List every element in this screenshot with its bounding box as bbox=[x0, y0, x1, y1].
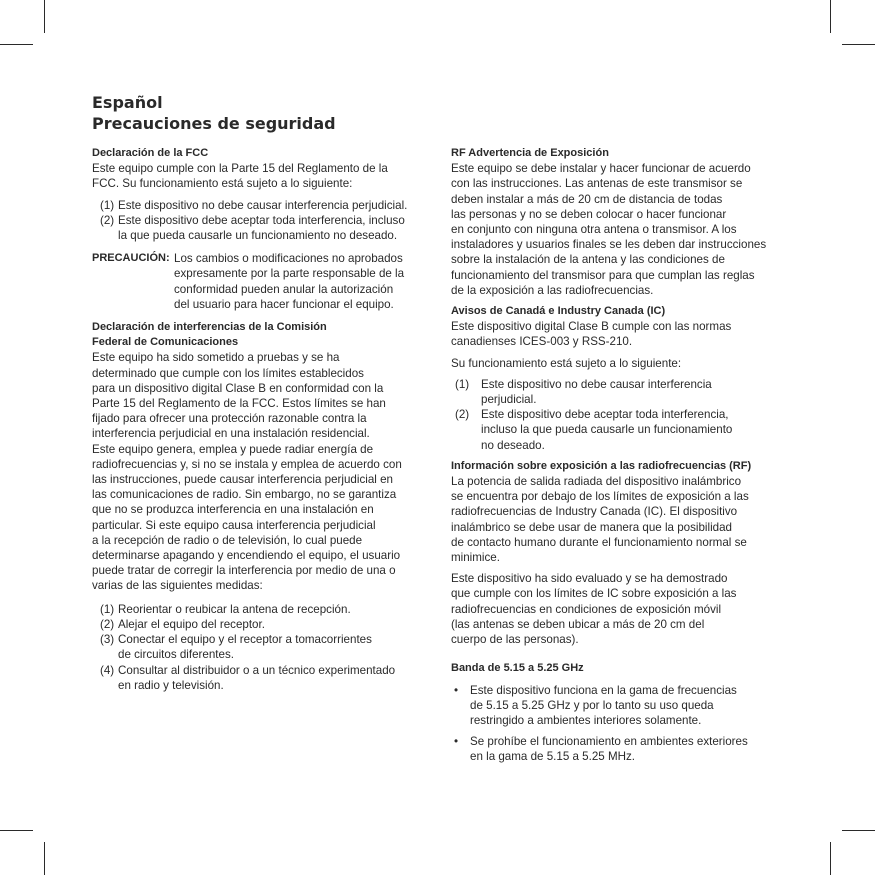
rf-eval-body bbox=[451, 571, 806, 647]
list-number: (4) bbox=[100, 663, 115, 677]
interference-heading: Declaración de interferencias de la Comisión bbox=[92, 321, 327, 334]
body-line: Este dispositivo digital Clase B cumple con las normas bbox=[451, 320, 732, 334]
interference-body bbox=[92, 350, 432, 593]
list-number: (3) bbox=[100, 633, 115, 647]
caution-line: del usuario para hacer funcionar el equipo. bbox=[174, 297, 394, 311]
body-line: sobre la instalación de la antena y las condiciones de bbox=[451, 253, 725, 267]
list-item-text: Alejar el equipo del receptor. bbox=[118, 617, 265, 631]
crop-mark-top-left-v bbox=[44, 0, 45, 33]
body-line: radiofrecuencias de Industry Canada (IC). El dispositivo bbox=[451, 505, 738, 519]
language-heading: Español bbox=[92, 93, 163, 112]
body-line: las comunicaciones de radio. Sin embargo, no se garantiza bbox=[92, 488, 397, 502]
body-line: radiofrecuencias en condiciones de exposición móvil bbox=[451, 602, 722, 616]
list-number: (1) bbox=[100, 602, 115, 616]
list-number: (1) bbox=[455, 377, 470, 391]
crop-mark-bottom-right-h bbox=[842, 830, 875, 831]
fcc-intro-line: FCC. Su funcionamiento está sujeto a lo siguiente: bbox=[92, 177, 353, 191]
canada-list-item bbox=[451, 407, 806, 453]
body-line: minimice. bbox=[451, 551, 500, 565]
body-line: determinarse apagando y encendiendo el equipo, el usuario bbox=[92, 549, 401, 563]
list-item-text: Este dispositivo funciona en la gama de frecuencias bbox=[470, 683, 737, 697]
list-item-text: no deseado. bbox=[481, 438, 545, 452]
measure-list-item bbox=[92, 663, 432, 693]
list-number: (2) bbox=[100, 617, 115, 631]
body-line: las personas y no se deben colocar o hacer funcionar bbox=[451, 207, 727, 221]
list-item-text: Este dispositivo debe aceptar toda interferencia, incluso bbox=[118, 213, 405, 227]
body-line: en conjunto con ninguna otra antena o transmisor. A los bbox=[451, 223, 737, 237]
body-line: que cumple con los límites de IC sobre exposición a las bbox=[451, 587, 737, 601]
list-item-text: de 5.15 a 5.25 GHz y por lo tanto su uso queda bbox=[470, 698, 714, 712]
body-line: radiofrecuencias y, si no se instala y emplea de acuerdo con bbox=[92, 457, 402, 471]
right-column bbox=[451, 146, 806, 765]
body-line: Parte 15 del Reglamento de la FCC. Estos límites se han bbox=[92, 397, 386, 411]
body-line: determinado que cumple con los límites establecidos bbox=[92, 366, 364, 380]
rf-info-heading: Información sobre exposición a las radiofrecuencias (RF) bbox=[451, 459, 752, 472]
crop-mark-bottom-left-v bbox=[44, 842, 45, 875]
caution-line: Los cambios o modificaciones no aprobados bbox=[174, 252, 403, 266]
body-line: canadienses ICES-003 y RSS-210. bbox=[451, 335, 633, 349]
body-line: instaladores y usuarios finales se les deben dar instrucciones bbox=[451, 238, 767, 252]
page-title-block bbox=[92, 92, 336, 134]
list-item-text: Reorientar o reubicar la antena de recepción. bbox=[118, 602, 351, 616]
caution-block bbox=[92, 251, 432, 312]
body-line: con las instrucciones. Las antenas de este transmisor se bbox=[451, 177, 743, 191]
body-line: de la exposición a las radiofrecuencias. bbox=[451, 283, 654, 297]
list-item-text: de circuitos diferentes. bbox=[118, 648, 234, 662]
band-bullet-item bbox=[451, 734, 806, 764]
body-line: deben instalar a más de 20 cm de distancia de todas bbox=[451, 192, 723, 206]
band-bullet-item bbox=[451, 683, 806, 729]
body-line: varias de las siguientes medidas: bbox=[92, 579, 263, 593]
body-line: para un dispositivo digital Clase B en conformidad con la bbox=[92, 381, 384, 395]
measure-list-item bbox=[92, 617, 432, 632]
body-line: de contacto humano durante el funcionamiento normal se bbox=[451, 535, 747, 549]
canada-heading: Avisos de Canadá e Industry Canada (IC) bbox=[451, 305, 666, 318]
list-item-text: perjudicial. bbox=[481, 393, 537, 407]
body-line: fijado para ofrecer una protección razonable contra la bbox=[92, 412, 367, 426]
body-line: que no se produzca interferencia en una instalación en bbox=[92, 503, 374, 517]
crop-mark-bottom-right-v bbox=[830, 842, 831, 875]
body-line: Este equipo se debe instalar y hacer funcionar de acuerdo bbox=[451, 162, 751, 176]
crop-mark-bottom-left-h bbox=[0, 830, 33, 831]
fcc-list-item bbox=[92, 198, 432, 213]
list-item-text: Se prohíbe el funcionamiento en ambientes exteriores bbox=[470, 735, 748, 749]
body-line: inalámbrico se debe usar de manera que la posibilidad bbox=[451, 520, 733, 534]
band-heading: Banda de 5.15 a 5.25 GHz bbox=[451, 662, 584, 675]
fcc-heading: Declaración de la FCC bbox=[92, 147, 209, 159]
measure-list-item bbox=[92, 602, 432, 617]
rf-exposure-body bbox=[451, 161, 806, 298]
body-line: funcionamiento del transmisor para que cumplan las reglas bbox=[451, 268, 755, 282]
page-title: Precauciones de seguridad bbox=[92, 114, 336, 133]
body-line: se encuentra por debajo de los límites de exposición a las bbox=[451, 490, 749, 504]
canada-list-item bbox=[451, 377, 806, 407]
body-line: puede tratar de corregir la interferencia por medio de una o bbox=[92, 564, 396, 578]
body-line: Este equipo ha sido sometido a pruebas y se ha bbox=[92, 351, 340, 365]
canada-subject-line: Su funcionamiento está sujeto a lo siguiente: bbox=[451, 356, 682, 370]
body-line: interferencia perjudicial en una instalación residencial. bbox=[92, 427, 370, 441]
caution-line: conformidad pueden anular la autorización bbox=[174, 282, 394, 296]
crop-mark-top-left-h bbox=[0, 44, 33, 45]
list-number: (1) bbox=[100, 198, 115, 212]
list-item-text: en radio y televisión. bbox=[118, 678, 224, 692]
list-item-text: incluso la que pueda causarle un funcionamiento bbox=[481, 423, 733, 437]
left-column bbox=[92, 146, 432, 693]
crop-mark-top-right-v bbox=[830, 0, 831, 33]
rf-exposure-heading: RF Advertencia de Exposición bbox=[451, 147, 609, 159]
fcc-intro-line: Este equipo cumple con la Parte 15 del Reglamento de la bbox=[92, 162, 388, 176]
interference-heading: Federal de Comunicaciones bbox=[92, 336, 239, 349]
list-item-text: Conectar el equipo y el receptor a tomacorrientes bbox=[118, 633, 372, 647]
rf-info-body bbox=[451, 474, 806, 565]
bullet: • bbox=[454, 683, 459, 697]
body-line: Este dispositivo ha sido evaluado y se ha demostrado bbox=[451, 572, 728, 586]
body-line: las instrucciones, puede causar interferencia perjudicial en bbox=[92, 473, 393, 487]
crop-mark-top-right-h bbox=[842, 44, 875, 45]
body-line: La potencia de salida radiada del dispositivo inalámbrico bbox=[451, 475, 742, 489]
bullet: • bbox=[454, 735, 459, 749]
fcc-list-item bbox=[92, 213, 432, 243]
body-line: cuerpo de las personas). bbox=[451, 633, 579, 647]
body-line: a la recepción de radio o de televisión, lo cual puede bbox=[92, 533, 363, 547]
list-item-text: Este dispositivo no debe causar interferencia bbox=[481, 377, 712, 391]
list-item-text: la que pueda causarle un funcionamiento no deseado. bbox=[118, 229, 398, 243]
list-item-text: Este dispositivo debe aceptar toda interferencia, bbox=[481, 408, 729, 422]
body-line: Este equipo genera, emplea y puede radiar energía de bbox=[92, 442, 374, 456]
list-item-text: restringido a ambientes interiores solamente. bbox=[470, 713, 702, 727]
list-number: (2) bbox=[455, 408, 470, 422]
list-item-text: en la gama de 5.15 a 5.25 MHz. bbox=[470, 750, 635, 764]
list-item-text: Este dispositivo no debe causar interferencia perjudicial. bbox=[118, 198, 408, 212]
body-line: (las antenas se deben ubicar a más de 20 cm del bbox=[451, 617, 705, 631]
list-item-text: Consultar al distribuidor o a un técnico experimentado bbox=[118, 663, 396, 677]
measure-list-item bbox=[92, 632, 432, 662]
caution-line: expresamente por la parte responsable de la bbox=[174, 267, 405, 281]
caution-label: PRECAUCIÓN: bbox=[92, 252, 170, 265]
body-line: particular. Si este equipo causa interferencia perjudicial bbox=[92, 518, 376, 532]
list-number: (2) bbox=[100, 213, 115, 227]
